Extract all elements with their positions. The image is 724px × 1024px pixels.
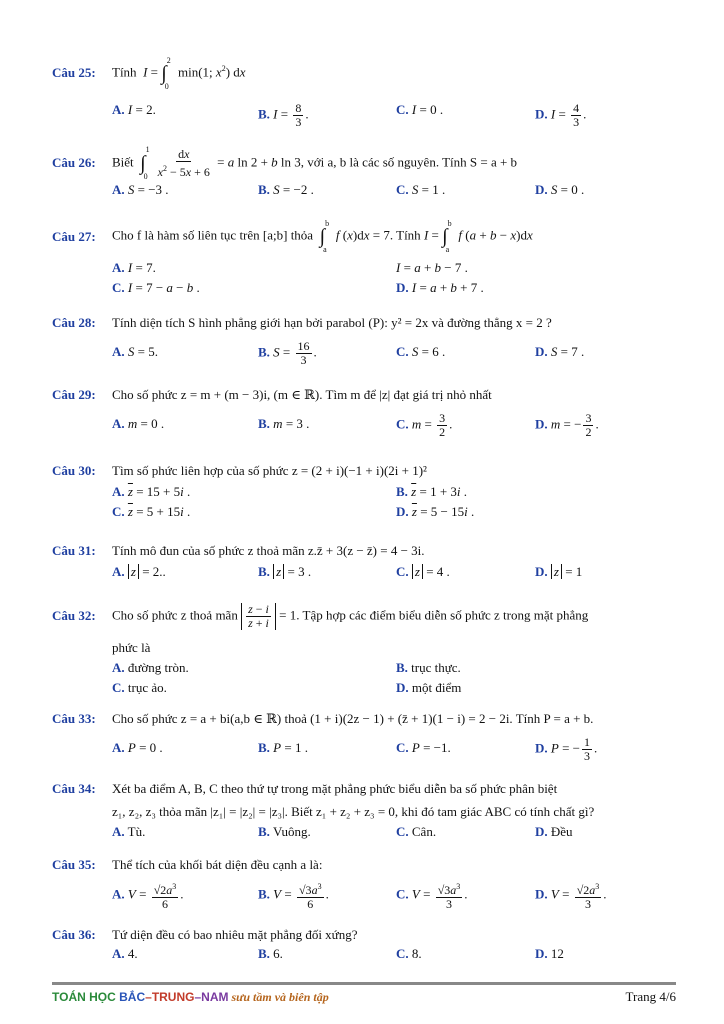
answer-a[interactable]: A. P = 0 . (112, 740, 163, 755)
answer-b[interactable]: B. trục thực. (396, 660, 461, 675)
answer-c[interactable]: C. m = $\frac{3}{2}$ . (396, 411, 453, 439)
question-stem: Cho số phức z = m + (m − 3)i, (m ∈ ℝ). Tìm m để |z| đạt giá trị nhỏ nhất (112, 387, 492, 402)
answer-d[interactable]: D. P = − $\frac{1}{3}$ . (535, 735, 598, 763)
answer-options (112, 564, 677, 584)
answer-d[interactable]: D. m = − $\frac{3}{2}$ . (535, 411, 599, 439)
answer-a[interactable]: A. $\overline{z} = 15 + 5i$ . (112, 484, 191, 499)
question-label: Câu 31: (52, 543, 96, 558)
question-stem: Cho f là hàm số liên tục trên [a;b] thỏa ∫$^b_a$ f (x)dx = 7. Tính I = ∫$^b_a$ f (a + b − x)dx (112, 218, 533, 255)
question-stem-continued: phức là (112, 640, 151, 655)
answer-d[interactable]: D. $\overline{z} = 5 - 15i$ . (396, 504, 475, 519)
question-label: Câu 26: (52, 155, 96, 170)
question-label: Câu 36: (52, 927, 96, 942)
answer-c[interactable]: C. z = 4 . (396, 564, 450, 579)
question-stem: Tính mô đun của số phức z thoả mãn z.z̄ + 3(z − z̄) = 4 − 3i. (112, 543, 425, 558)
answer-d[interactable]: D. z = 1 (535, 564, 583, 579)
answer-options (112, 504, 677, 524)
question-stem: Tính diện tích S hình phẳng giới hạn bởi parabol (P): y² = 2x và đường thẳng x = 2 ? (112, 315, 552, 330)
answer-d[interactable]: D. S = 7 . (535, 344, 585, 359)
answer-c[interactable]: C. I = 7 − a − b . (112, 280, 200, 295)
question-label: Câu 30: (52, 463, 96, 478)
page-footer (52, 988, 676, 1006)
answer-c[interactable]: C. S = 1 . (396, 182, 446, 197)
footer-brand: TOÁN HỌC BẮC–TRUNG–NAM sưu tầm và biên tập (52, 989, 329, 1004)
answer-b[interactable]: B. 6. (258, 946, 283, 961)
question-36 (52, 926, 677, 966)
answer-b[interactable]: B. $\overline{z} = 1 + 3i$ . (396, 484, 468, 499)
answer-b[interactable]: I = a + b − 7 . (396, 260, 468, 275)
answer-options (112, 660, 677, 680)
question-30 (52, 462, 677, 524)
answer-a[interactable]: A. I = 7. (112, 260, 156, 275)
answer-a[interactable]: A. I = 2. (112, 102, 156, 117)
answer-options (112, 680, 677, 700)
answer-b[interactable]: B. I = $\frac{8}{3}$ . (258, 101, 309, 129)
answer-b[interactable]: B. P = 1 . (258, 740, 308, 755)
answer-a[interactable]: A. 4. (112, 946, 138, 961)
answer-options (112, 280, 677, 300)
question-stem: Biết ∫$^1_0$ $\frac{dx}{x^2 - 5x + 6}$ = a ln 2 + b ln 3, với a, b là các số nguyên. Tính S = a + b (112, 145, 518, 181)
page-number: Trang 4/6 (625, 989, 676, 1004)
question-29 (52, 386, 677, 440)
answer-options (112, 101, 677, 129)
question-label: Câu 28: (52, 315, 96, 330)
question-28 (52, 314, 677, 368)
answer-options (112, 736, 677, 764)
question-stem: Tìm số phức liên hợp của số phức z = (2 + i)(−1 + i)(2i + 1)² (112, 463, 427, 478)
answer-c[interactable]: C. trục ảo. (112, 680, 167, 695)
answer-options (112, 340, 677, 368)
question-stem: Thể tích của khối bát diện đều cạnh a là: (112, 857, 323, 872)
answer-a[interactable]: A. m = 0 . (112, 416, 165, 431)
answer-options (112, 412, 677, 440)
answer-options (112, 946, 677, 966)
answer-c[interactable]: C. P = −1. (396, 740, 451, 755)
answer-b[interactable]: B. m = 3 . (258, 416, 310, 431)
answer-c[interactable]: C. I = 0 . (396, 102, 444, 117)
question-33 (52, 710, 677, 764)
question-label: Câu 29: (52, 387, 96, 402)
answer-a[interactable]: A. z = 2.. (112, 564, 166, 579)
question-stem-continued: z₁, z₂, z₃ thỏa mãn |z₁| = |z₂| = |z₃|. Biết z₁ + z₂ + z₃ = 0, khi đó tam giác ABC có tính chất gì? (112, 804, 595, 819)
answer-d[interactable]: D. S = 0 . (535, 182, 585, 197)
answer-options (112, 824, 677, 844)
answer-a[interactable]: A. S = 5. (112, 344, 158, 359)
question-25 (52, 55, 677, 129)
answer-b[interactable]: B. z = 3 . (258, 564, 312, 579)
answer-d[interactable]: D. I = $\frac{4}{3}$ . (535, 101, 587, 129)
answer-b[interactable]: B. S = −2 . (258, 182, 314, 197)
answer-a[interactable]: A. đường tròn. (112, 660, 189, 675)
answer-c[interactable]: C. $\overline{z} = 5 + 15i$ . (112, 504, 191, 519)
answer-a[interactable]: A. Tù. (112, 824, 146, 839)
question-stem: Tính I = ∫$^2_0$ min(1; $x^2$) dx (112, 55, 246, 91)
question-label: Câu 34: (52, 781, 96, 796)
answer-d[interactable]: D. một điểm (396, 680, 462, 695)
answer-b[interactable]: B. S = $\frac{16}{3}$ . (258, 339, 317, 367)
answer-b[interactable]: B. V = $\frac{√3a^3}{6}$ . (258, 882, 329, 911)
question-label: Câu 35: (52, 857, 96, 872)
footer-divider (52, 982, 676, 985)
question-stem: Cho số phức z thoả mãn $\frac{z - i}{z + i}$ = 1. Tập hợp các điểm biểu diễn số phức z trong mặt phẳng (112, 601, 589, 630)
question-32 (52, 596, 677, 700)
question-label: Câu 25: (52, 65, 96, 80)
question-34 (52, 780, 677, 844)
answer-c[interactable]: C. 8. (396, 946, 422, 961)
answer-options (112, 182, 677, 202)
answer-d[interactable]: D. V = $\frac{√2a^3}{3}$ . (535, 882, 607, 911)
answer-d[interactable]: D. I = a + b + 7 . (396, 280, 484, 295)
answer-c[interactable]: C. Cân. (396, 824, 437, 839)
question-label: Câu 27: (52, 229, 96, 244)
answer-b[interactable]: B. Vuông. (258, 824, 311, 839)
answer-d[interactable]: D. Đều (535, 824, 573, 839)
answer-a[interactable]: A. V = $\frac{√2a^3}{6}$ . (112, 882, 184, 911)
answer-c[interactable]: C. S = 6 . (396, 344, 446, 359)
question-label: Câu 32: (52, 608, 96, 623)
question-stem: Xét ba điểm A, B, C theo thứ tự trong mặt phẳng phức biểu diễn ba số phức phân biệt (112, 781, 558, 796)
answer-options (112, 260, 677, 280)
question-26 (52, 146, 677, 202)
question-stem: Tứ diện đều có bao nhiêu mặt phẳng đối xứng? (112, 927, 358, 942)
answer-options (112, 484, 677, 504)
question-31 (52, 542, 677, 584)
question-27 (52, 220, 677, 300)
answer-c[interactable]: C. V = $\frac{√3a^3}{3}$ . (396, 882, 468, 911)
question-35 (52, 856, 677, 916)
question-stem: Cho số phức z = a + bi(a,b ∈ ℝ) thoả (1 + i)(2z − 1) + (z̄ + 1)(1 − i) = 2 − 2i. Tính P = a + b. (112, 711, 594, 726)
answer-options (112, 880, 677, 916)
question-label: Câu 33: (52, 711, 96, 726)
answer-d[interactable]: D. 12 (535, 946, 564, 961)
answer-a[interactable]: A. S = −3 . (112, 182, 169, 197)
